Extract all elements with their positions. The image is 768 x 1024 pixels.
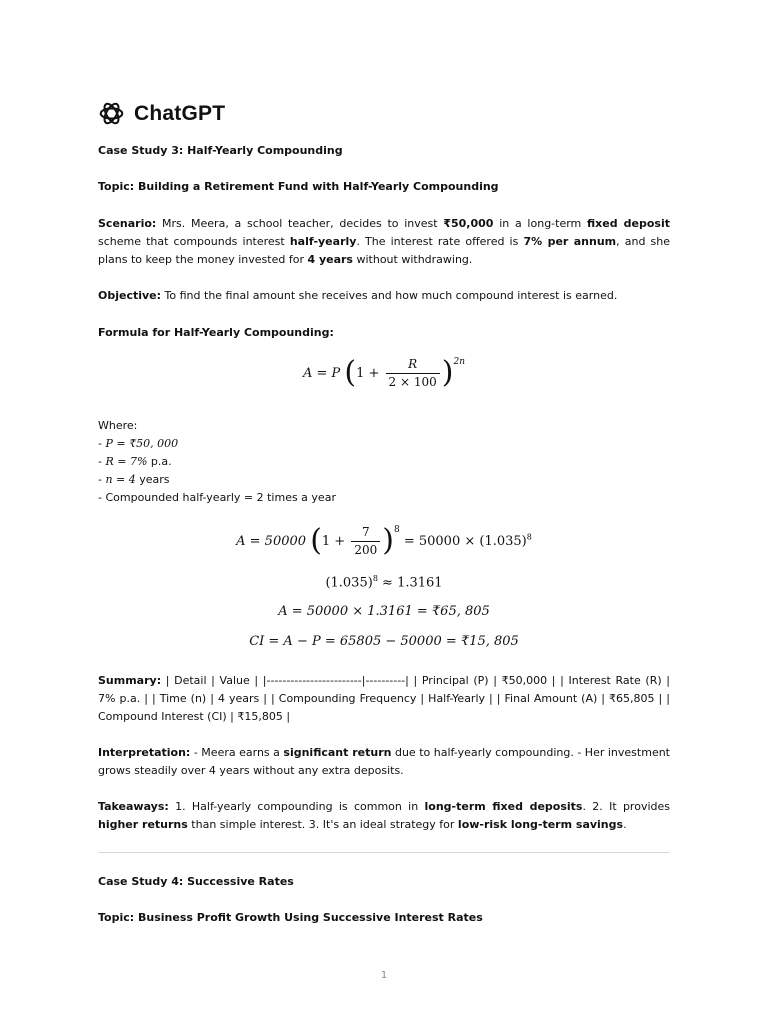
openai-knot-icon [98, 100, 125, 127]
calc-line-1: A = 50000 (1 + $\frac{7}{200}$ )$^8 = 50000 \times (1.035)^8$ [236, 522, 532, 558]
compound-formula: A = P (1 + $\frac{R}{2 \times 100}$ )$^{2n}$ [302, 354, 466, 390]
case-study-4-topic: Topic: Business Profit Growth Using Successive Interest Rates [98, 911, 483, 924]
case-study-3-topic: Topic: Building a Retirement Fund with Half-Yearly Compounding [98, 180, 499, 193]
calc-line-4: CI = A − P = 65805 − 50000 = ₹15, 805 [249, 634, 519, 649]
takeaways-paragraph: Takeaways: 1. Half-yearly compounding is common in long-term fixed deposits. 2. It provides higher returns than simple interest. 3. It's an ideal strategy for low-risk long-term savings. [98, 800, 670, 831]
section-divider [98, 852, 670, 853]
formula-heading: Formula for Half-Yearly Compounding: [98, 326, 334, 339]
calc-line-2: $(1.035)^8 \approx 1.3161$ [325, 574, 443, 591]
objective-paragraph: Objective: To find the final amount she receives and how much compound interest is earned. [98, 289, 618, 302]
case-study-4-title: Case Study 4: Successive Rates [98, 875, 294, 888]
scenario-paragraph: Scenario: Mrs. Meera, a school teacher, decides to invest ₹50,000 in a long-term fixed deposit scheme that compounds interest half-yearly. The interest rate offered is 7% per annum, and she plans to keep the money invested for 4 years without withdrawing. [98, 217, 671, 266]
brand-header [98, 100, 225, 127]
brand-name: ChatGPT [134, 101, 226, 125]
page-number: 1 [380, 970, 388, 981]
interpretation-paragraph: Interpretation: - Meera earns a significant return due to half-yearly compounding. - Her investment grows steadily over 4 years without any extra deposits. [98, 746, 670, 777]
summary-paragraph: Summary: | Detail | Value | |------------------------|----------| | Principal (P) | ₹50,000 | | Interest Rate (R) | 7% p.a. | | Time (n) | 4 years | | Compounding Frequency | Half-Yearly | | Final Amount (A) | ₹65,805 | | Compound Interest (CI) | ₹15,805 | [98, 674, 670, 723]
where-time: - n = 4 years [98, 473, 170, 486]
where-frequency: - Compounded half-yearly = 2 times a year [98, 491, 336, 504]
where-principal: - P = ₹50, 000 [98, 437, 179, 450]
where-rate: - R = 7% p.a. [98, 455, 172, 468]
calc-line-3: A = 50000 × 1.3161 = ₹65, 805 [278, 604, 490, 619]
where-label: Where: [98, 419, 138, 432]
case-study-3-title: Case Study 3: Half-Yearly Compounding [98, 144, 343, 157]
where-list [98, 417, 670, 507]
